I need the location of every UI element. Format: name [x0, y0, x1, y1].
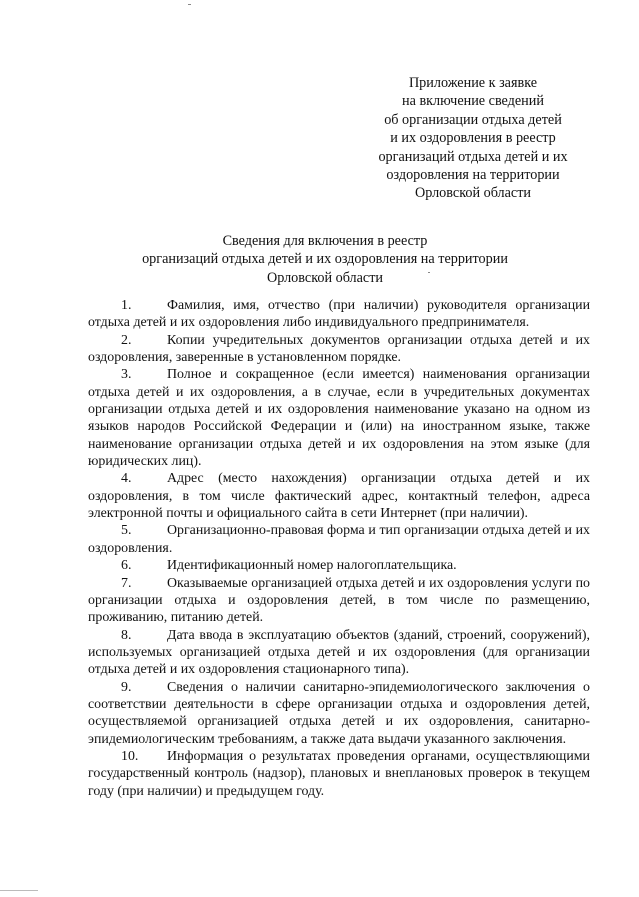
list-item — [88, 470, 590, 522]
list-item — [88, 627, 590, 679]
document-title — [60, 232, 590, 287]
item-text: Организационно-правовая форма и тип организации отдыха детей и их оздоровления. — [88, 523, 590, 556]
item-text: Полное и сокращенное (если имеется) наименования организации отдыха детей и их оздоровления, а в случае, если в учредительных документах организации отдыха детей и их оздоровления наименование указано на одном из языков народов Российской Федерации и (или) на иностранном языке, также наименование организации отдыха детей и их оздоровления на этом языке (для юридических лиц). — [88, 367, 590, 470]
item-number: 7. — [121, 575, 132, 591]
item-number: 6. — [121, 558, 132, 574]
item-number: 5. — [121, 523, 132, 539]
item-number: 8. — [121, 627, 132, 643]
title-line: Сведения для включения в реестр — [222, 233, 428, 249]
item-text: Копии учредительных документов организации отдыха детей и их оздоровления, заверенные в установленном порядке. — [88, 332, 590, 366]
appendix-header — [357, 74, 589, 203]
appendix-line: об организации отдыха детей — [384, 111, 562, 128]
item-number: 10. — [121, 748, 139, 764]
item-text: Сведения о наличии санитарно-эпидемиологического заключения о соответствии деятельности в сфере организации отдыха и оздоровления детей, осуществляемой организацией отдыха детей и их оздоровления, санитарно-эпидемиологическим требованиям, а также дата выдачи указанного заключения. — [88, 679, 590, 747]
title-line: Орловской области — [266, 269, 384, 286]
appendix-line: Приложение к заявке — [408, 75, 538, 91]
item-number: 9. — [121, 679, 132, 695]
item-number: 4. — [121, 471, 132, 487]
item-number: 2. — [121, 332, 132, 348]
item-text: Адрес (место нахождения) организации отдыха детей и их оздоровления, в том числе фактический адрес, контактный телефон, адреса электронной почты и официального сайта в сети Интернет (при наличии). — [88, 471, 590, 522]
items-list — [88, 297, 590, 800]
appendix-line: Орловской области — [414, 185, 532, 202]
scan-speck — [188, 4, 191, 5]
list-item — [88, 366, 590, 470]
list-item — [88, 522, 590, 557]
item-text: Информация о результатах проведения органами, осуществляющими государственный контроль (надзор), плановых и внеплановых проверок в текущем году (при наличии) и предыдущем году. — [88, 748, 590, 799]
list-item — [88, 332, 590, 367]
scan-line — [0, 890, 38, 891]
list-item — [88, 575, 590, 627]
list-item — [88, 557, 590, 574]
title-line: организаций отдыха детей и их оздоровления на территории — [142, 251, 508, 268]
appendix-line: оздоровления на территории — [386, 167, 560, 184]
item-text: Фамилия, имя, отчество (при наличии) руководителя организации отдыха детей и их оздоровления либо индивидуального предпринимателя. — [88, 298, 590, 331]
list-item — [88, 679, 590, 748]
item-number: 1. — [121, 298, 132, 313]
item-text: Дата ввода в эксплуатацию объектов (зданий, строений, сооружений), используемых организацией отдыха детей и их оздоровления (для организации отдыха детей и их оздоровления стационарного типа). — [88, 627, 590, 678]
list-item — [88, 297, 590, 332]
item-text: Оказываемые организацией отдыха детей и их оздоровления услуги по организации отдыха и оздоровления детей, в том числе по размещению, проживанию, питанию детей. — [88, 575, 590, 626]
item-text: Идентификационный номер налогоплательщика. — [167, 558, 457, 574]
scan-speck — [428, 272, 430, 273]
appendix-line: и их оздоровления в реестр — [390, 130, 556, 147]
list-item — [88, 748, 590, 800]
appendix-line: организаций отдыха детей и их — [378, 148, 568, 165]
item-number: 3. — [121, 367, 132, 383]
appendix-line: на включение сведений — [402, 93, 544, 110]
